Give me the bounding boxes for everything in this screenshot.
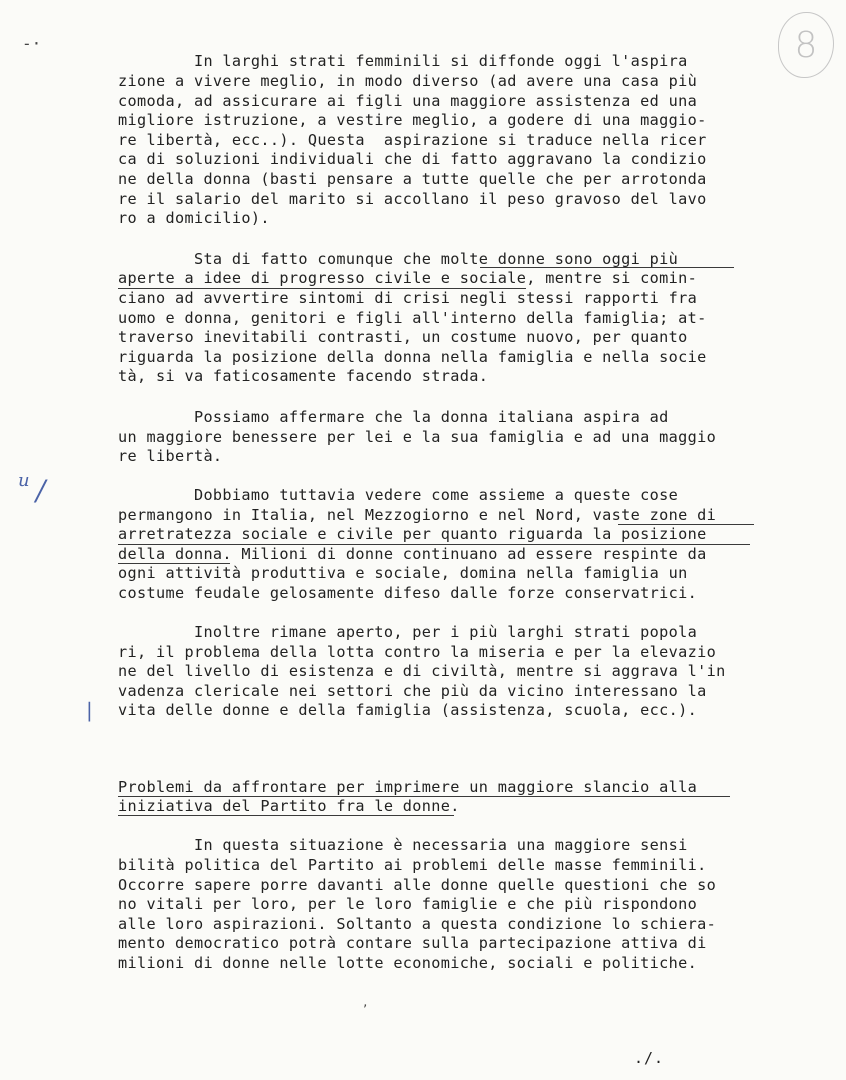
para-5-line-2: ri, il problema della lotta contro la miseria e per la elevazio <box>118 643 717 661</box>
para-6-line-4: no vitali per loro, per le loro famiglie e che più rispondono <box>118 895 698 913</box>
para-3-line-3: re libertà. <box>118 447 223 465</box>
para-1-line-2: zione a vivere meglio, in modo diverso (ad avere una casa più <box>118 72 698 90</box>
para-6-line-6: mento democratico potrà contare sulla partecipazione attiva di <box>118 934 707 952</box>
para-5-line-5: vita delle donne e della famiglia (assistenza, scuola, ecc.). <box>118 701 698 719</box>
para-4-line-3: arretratezza sociale e civile per quanto riguarda la posizione <box>118 525 707 543</box>
para-5-line-4: vadenza clericale nei settori che più da vicino interessano la <box>118 682 707 700</box>
underline-heading-1 <box>118 796 730 797</box>
underline-para-2b <box>118 288 526 289</box>
para-3-line-2: un maggiore benessere per lei e la sua famiglia e ad una maggio <box>118 428 717 446</box>
section-heading-line-1: Problemi da affrontare per imprimere un maggiore slancio alla <box>118 778 698 796</box>
para-5-line-3: ne del livello di esistenza e di civiltà, mentre si aggrava l'in <box>118 662 726 680</box>
para-1-line-6: ca di soluzioni individuali che di fatto aggravano la condizio <box>118 150 707 168</box>
para-1-line-7: ne della donna (basti pensare a tutte quelle che per arrotonda <box>118 170 707 188</box>
para-2-line-7: tà, si va faticosamente facendo strada. <box>118 367 489 385</box>
para-2-line-1: Sta di fatto comunque che molte donne sono oggi più <box>118 250 679 268</box>
underline-para-4a <box>618 524 754 525</box>
para-2-line-6: riguarda la posizione della donna nella famiglia e nella socie <box>118 348 707 366</box>
underline-heading-2 <box>118 815 454 816</box>
para-2-line-3: ciano ad avvertire sintomi di crisi negli stessi rapporti fra <box>118 289 698 307</box>
para-6-line-7: milioni di donne nelle lotte economiche, sociali e politiche. <box>118 954 698 972</box>
para-1-line-8: re il salario del marito si accollano il peso gravoso del lavo <box>118 190 707 208</box>
margin-bar-mark: | <box>86 698 93 722</box>
para-3-line-1: Possiamo affermare che la donna italiana aspira ad <box>118 408 669 426</box>
para-2-line-2: aperte a idee di progresso civile e sociale, mentre si comin- <box>118 269 698 287</box>
para-4-line-4: della donna. Milioni di donne continuano ad essere respinte da <box>118 545 707 563</box>
para-4-line-5: ogni attività produttiva e sociale, domina nella famiglia un <box>118 564 688 582</box>
continuation-mark: ./. <box>634 1049 665 1067</box>
para-1-line-3: comoda, ad assicurare ai figli una maggiore assistenza ed una <box>118 92 698 110</box>
underline-para-4c <box>118 563 230 564</box>
para-6-line-5: alle loro aspirazioni. Soltanto a questa condizione lo schiera- <box>118 915 717 933</box>
margin-tick-mark: / <box>36 474 46 507</box>
para-2-line-5: traverso inevitabili contrasti, un costume nuovo, per quanto <box>118 328 688 346</box>
stray-mark-top-left: -· <box>22 34 42 53</box>
margin-note-u: u <box>18 470 30 491</box>
para-4-line-1: Dobbiamo tuttavia vedere come assieme a queste cose <box>118 486 679 504</box>
para-6-line-2: bilità politica del Partito ai problemi delle masse femminili. <box>118 856 707 874</box>
stray-mark-bottom: , <box>362 996 369 1009</box>
para-1-line-1: In larghi strati femminili si diffonde oggi l'aspira <box>118 52 688 70</box>
para-1-line-5: re libertà, ecc..). Questa aspirazione si traduce nella ricer <box>118 131 707 149</box>
para-6-line-3: Occorre sapere porre davanti alle donne quelle questioni che so <box>118 876 717 894</box>
page-number-circled: 8 <box>778 12 834 78</box>
para-5-line-1: Inoltre rimane aperto, per i più larghi strati popola <box>118 623 698 641</box>
underline-para-4b <box>118 544 750 545</box>
para-1-line-9: ro a domicilio). <box>118 209 270 227</box>
para-1-line-4: migliore istruzione, a vestire meglio, a godere di una maggio- <box>118 111 707 129</box>
underline-para-2a <box>480 267 734 268</box>
para-4-line-2: permangono in Italia, nel Mezzogiorno e nel Nord, vaste zone di <box>118 506 717 524</box>
para-2-line-4: uomo e donna, genitori e figli all'interno della famiglia; at- <box>118 309 707 327</box>
para-4-line-6: costume feudale gelosamente difeso dalle forze conservatrici. <box>118 584 698 602</box>
section-heading-line-2: iniziativa del Partito fra le donne. <box>118 797 460 815</box>
para-6-line-1: In questa situazione è necessaria una maggiore sensi <box>118 836 688 854</box>
